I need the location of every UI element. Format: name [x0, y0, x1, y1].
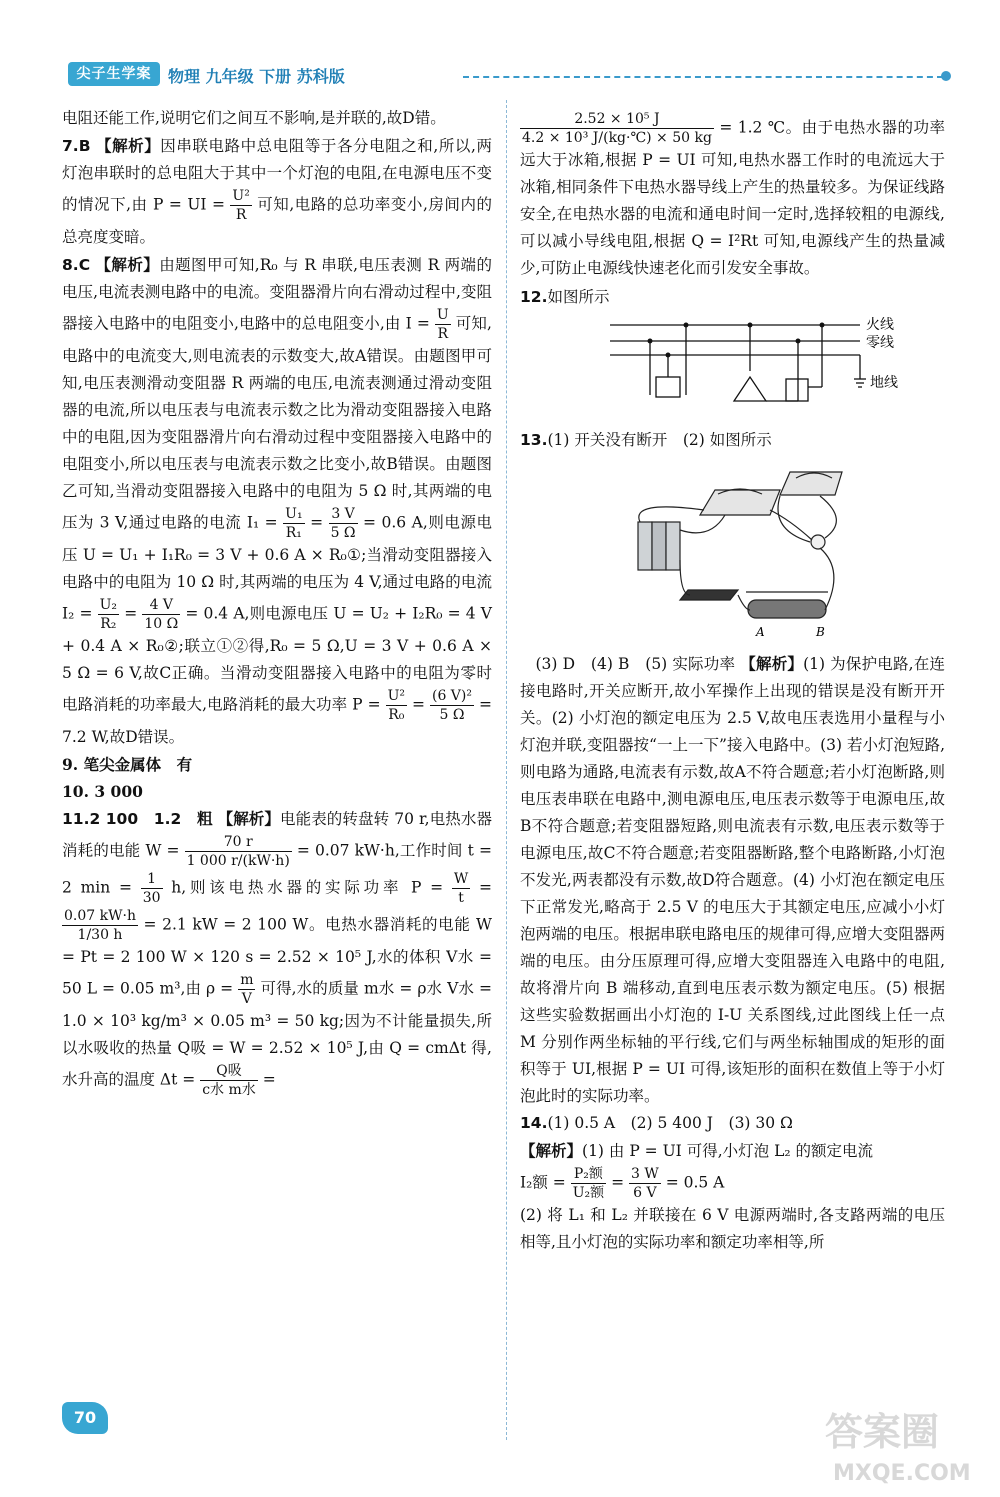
page-header [68, 58, 953, 92]
frac-den: 1 000 r/(kW·h) [186, 853, 290, 869]
frac-num: U² [232, 188, 250, 204]
q8-text-3: = [310, 513, 324, 532]
battery-2 [652, 522, 666, 570]
neutral-wire-label: 零线 [866, 335, 894, 351]
frac-den: c水 m水 [202, 1082, 256, 1098]
frac-den: 6 V [633, 1185, 657, 1201]
q14-fraction-1 [571, 1165, 606, 1202]
frac-num: U₁ [285, 506, 303, 522]
q14-equation [520, 1165, 945, 1202]
battery-3 [666, 522, 680, 570]
q8-fraction-5 [142, 596, 180, 633]
q8-text-6: = 0.4 A,则电源电压 U = U₂ + I₂R₀ = 4 V + 0.4 A × R₀②;联立①②得,R₀ = 5 Ω,U = 3 V + 0.6 A × 5 Ω = 6 V,故C正确。当滑动变阻器接入电路中的电阻为零时电路消耗的功率最大,电路消耗的最大功率 P = [62, 604, 492, 714]
header-divider [463, 76, 943, 78]
q8-text-8: = 7.2 W,故D错误。 [62, 695, 492, 746]
page-number: 70 [62, 1402, 108, 1434]
q11-fraction-3 [452, 870, 470, 907]
question-10: 10. 3 000 [62, 782, 143, 801]
watermark-url: MXQE.COM [833, 1461, 971, 1486]
battery-1 [638, 522, 652, 570]
frac-num: 0.07 kW·h [64, 908, 136, 924]
question-13 [520, 427, 945, 454]
q11-text-3: h,则该电热水器的实际功率 P = [171, 878, 444, 897]
frac-num: m [240, 972, 254, 988]
q8-fraction-3 [329, 505, 358, 542]
q11-fraction-4 [62, 907, 138, 944]
watermark-logo [815, 1395, 985, 1490]
q11-text-1: 电能表的转盘转 70 r,电热水器消耗的电能 W = [62, 810, 492, 860]
socket-box [656, 377, 680, 397]
question-12 [520, 284, 945, 311]
q14-analysis-tag: 【解析】 [520, 1141, 583, 1160]
q13-answers: (3) D (4) B (5) 实际功率 [535, 655, 736, 673]
q14-analysis-2: (2) 将 L₁ 和 L₂ 并联接在 6 V 电源两端时,各支路两端的电压相等,且小灯泡的实际功率和额定功率相等,所 [520, 1206, 945, 1251]
frac-num: W [453, 871, 469, 887]
q8-fraction-4 [98, 596, 119, 633]
frac-den: 10 Ω [144, 616, 179, 632]
q11-text-4: = [479, 878, 492, 897]
experiment-figure [620, 460, 850, 640]
frac-num: (6 V)² [431, 688, 472, 704]
q11-text-7: = [262, 1070, 276, 1089]
q8-fraction-2 [283, 505, 304, 542]
frac-den: U₂额 [572, 1185, 605, 1201]
q7-analysis-tag: 【解析】 [96, 136, 161, 155]
frac-den: 30 [142, 890, 161, 906]
q8-text-5: = [124, 604, 138, 623]
q14-text-1: (1) 由 P = UI 可得,小灯泡 L₂ 的额定电流 [582, 1142, 873, 1160]
q14-eq-mid: = [611, 1173, 625, 1192]
q7-text-2: 可知,电路的总功率变小,房间内的总亮度变暗。 [62, 195, 492, 246]
frac-den: 1/30 h [77, 927, 123, 943]
q8-answer: C [78, 256, 91, 274]
household-circuit-figure [610, 317, 930, 417]
frac-num: 2.52 × 10⁵ J [520, 110, 714, 129]
q12-number: 12. [520, 288, 548, 306]
q7-answer: B [78, 137, 91, 155]
q11-fraction-2 [141, 870, 163, 907]
question-14 [520, 1110, 945, 1137]
q13-analysis [520, 650, 945, 1110]
q14-fraction-2 [629, 1165, 661, 1202]
ground-wire-label: 地线 [870, 375, 898, 391]
q8-fraction-7 [430, 687, 474, 724]
column-divider [506, 100, 507, 1440]
q13-text-2: (1) 为保护电路,在连接电路时,开关应断开,故小军操作上出现的错误是没有断开开关。(2) 小灯泡的额定电压为 2.5 V,故电压表选用小量程与小灯泡并联,变阻器按“一上一下”接入电路中。(3) 若小灯泡短路,则电路为通路,电流表有示数,故A不符合题意;若小灯泡断路,则电压表串联在电路中,测电源电压,电压表示数等于电源电压,故B不符合题意;若变阻器短路,则电流表有示数,电压表示数等于电源电压,故C不符合题意;若变阻器断路,整个电路断路,小灯泡不发光,两表都没有示数,故D符合题意。(4) 小灯泡在额定电压下正常发光,略高于 2.5 V 的电压大于其额定电压,应减小小灯泡两端的电压。根据串联电路电压的规律可得,应增大变阻器两端的电压。由分压原理可得,应增大变阻器连入电路中的电阻,故将滑片向 B 端移动,直到电压表示数为额定电压。(5) 根据这些实验数据画出小灯泡的 I-U 关系图线,过此图线上任一点 M 分别作两坐标轴的平行线,它们与两坐标轴围成的矩形的面积等于 UI,根据 P = UI 可得,该矩形的面积在数值上等于小灯泡此时的实际功率。 [520, 655, 945, 1105]
question-7 [62, 132, 492, 251]
q8-fraction-1 [435, 306, 451, 343]
q14-answers: (1) 0.5 A (2) 5 400 J (3) 30 Ω [547, 1114, 793, 1132]
experiment-svg [620, 460, 850, 640]
q8-number: 8. [62, 256, 79, 274]
q8-text-2: 可知,电路中的电流变大,则电流表的示数变大,故A错误。由题图甲可知,电压表测滑动变阻器 R 两端的电压,电流表测通过滑动变阻器的电流,所以电压表与电流表示数之比为滑动变阻器接入电路中的电阻,因为变阻器滑片向右滑动过程中变阻器接入电路中的电阻变小,所以电压表与电流表示数之比变小,故B错误。由题图乙可知,当滑动变阻器接入电路中的电阻为 5 Ω 时,其两端的电压为 3 V,通过电路的电流 I₁ = [62, 314, 492, 532]
frac-den: R₀ [388, 707, 405, 723]
q11-number: 11. [62, 810, 90, 828]
q12-text: 如图所示 [547, 288, 610, 306]
q13-number: 13. [520, 431, 548, 449]
q13-analysis-tag: 【解析】 [740, 654, 804, 673]
watermark-text: 答案圈 [825, 1410, 940, 1454]
frac-num: 4 V [142, 596, 180, 615]
q13-text: (1) 开关没有断开 (2) 如图所示 [547, 431, 772, 449]
q14-analysis-1 [520, 1137, 945, 1165]
frac-den: R [235, 207, 247, 223]
frac-num: U₂ [99, 597, 118, 613]
q11-fraction-7 [520, 110, 714, 147]
q11-text-6: 可得,水的质量 m水 = ρ水 V水 = 1.0 × 10³ kg/m³ × 0.05 m³ = 50 kg;因为不计能量损失,所以水吸收的热量 Q吸 = W = 2.52 × 10⁵ J,由 Q = cmΔt 得,水升高的温度 Δt = [62, 979, 492, 1089]
q7-number: 7. [62, 137, 79, 155]
frac-num: U² [387, 688, 405, 704]
frac-num: Q吸 [200, 1062, 258, 1081]
q11-text-5: = 2.1 kW = 2 100 W。电热水器消耗的电能 W = Pt = 2 100 W × 120 s = 2.52 × 10⁵ J,水的体积 V水 = 50 L = 0.05 m³,由 ρ = [62, 915, 492, 998]
q8-text-4: = 0.6 A,则电源电压 U = U₁ + I₁R₀ = 3 V + 0.6 A × R₀①;当滑动变阻器接入电路中的电阻为 10 Ω 时,其两端的电压为 4 V,通过电路的电流 I₂ = [62, 513, 492, 623]
frac-den: R₁ [285, 525, 302, 541]
q14-eq-lhs: I₂额 = [520, 1173, 566, 1192]
header-dot [941, 71, 951, 81]
q11-text-2: = 0.07 kW·h,工作时间 t = 2 min = [62, 841, 492, 897]
q11-continued [520, 110, 945, 282]
frac-num: 1 [141, 870, 163, 889]
question-9: 9. 笔尖金属体 有 [62, 755, 193, 774]
q11-text-8: = 1.2 ℃。由于电热水器的功率远大于冰箱,根据 P = UI 可知,电热水器工作时的电流远大于冰箱,相同条件下电热水器导线上产生的热量较多。为保证线路安全,在电热水器的电流和通电时间一定时,选择较粗的电源线,可以减小导线电阻,根据 Q = I²Rt 可知,电源线产生的热量减少,可防止电源线快速老化而引发安全事故。 [520, 118, 945, 277]
q7-fraction [230, 187, 251, 224]
frac-den: R₂ [100, 616, 117, 632]
q8-analysis-tag: 【解析】 [95, 255, 160, 274]
q14-number: 14. [520, 1114, 548, 1132]
frac-den: V [241, 991, 252, 1007]
frac-den: 5 Ω [330, 525, 356, 541]
rheostat-terminal-b: B [816, 625, 825, 639]
q14-eq-rhs: = 0.5 A [665, 1173, 725, 1192]
paragraph-q6-end: 电阻还能工作,说明它们之间互不影响,是并联的,故D错。 [62, 109, 446, 127]
frac-num: 3 V [329, 505, 358, 524]
q7-text-1: 因串联电路中总电阻等于各分电阻之和,所以,两灯泡串联时的总电阻大于其中一个灯泡的电阻,在电源电压不变的情况下,由 P = UI = [62, 137, 492, 214]
frac-den: R [437, 326, 449, 342]
q11-answer: 2 100 1.2 粗 [89, 810, 213, 828]
right-column [520, 110, 945, 1256]
frac-den: 4.2 × 10³ J/(kg·℃) × 50 kg [522, 130, 712, 146]
rheostat-terminal-a: A [756, 625, 765, 639]
q8-text-7: = [411, 695, 425, 714]
rheostat [748, 600, 826, 618]
subject-line: 物理 九年级 下册 苏科版 [168, 67, 345, 86]
frac-den: 5 Ω [439, 707, 465, 723]
frac-num: U [436, 307, 449, 323]
household-circuit-svg [610, 317, 930, 417]
q8-text-1: 由题图甲可知,R₀ 与 R 串联,电压表测 R 两端的电压,电流表测电路中的电流。变阻器滑片向右滑动过程中,变阻器接入电路中的电阻变小,电路中的总电阻变小,由 I = [62, 256, 492, 333]
ammeter-body [700, 490, 780, 515]
book-logo: 尖子生学案 [68, 62, 160, 86]
left-column [62, 105, 492, 1099]
question-11 [62, 805, 492, 1099]
frac-num: 70 r [185, 833, 292, 852]
q11-fraction-1 [185, 833, 292, 870]
frac-num: P₂额 [571, 1165, 606, 1184]
switch-box [786, 379, 808, 401]
voltmeter-body [780, 472, 842, 495]
bulb [811, 535, 825, 549]
lamp-shade [734, 377, 766, 401]
q11-analysis-tag: 【解析】 [217, 809, 280, 828]
q8-fraction-6 [386, 687, 407, 724]
question-8 [62, 251, 492, 751]
q11-fraction-6 [200, 1062, 258, 1099]
q11-fraction-5 [238, 971, 255, 1008]
frac-num: 3 W [631, 1166, 659, 1182]
frac-den: t [458, 890, 464, 906]
live-wire-label: 火线 [866, 317, 894, 333]
